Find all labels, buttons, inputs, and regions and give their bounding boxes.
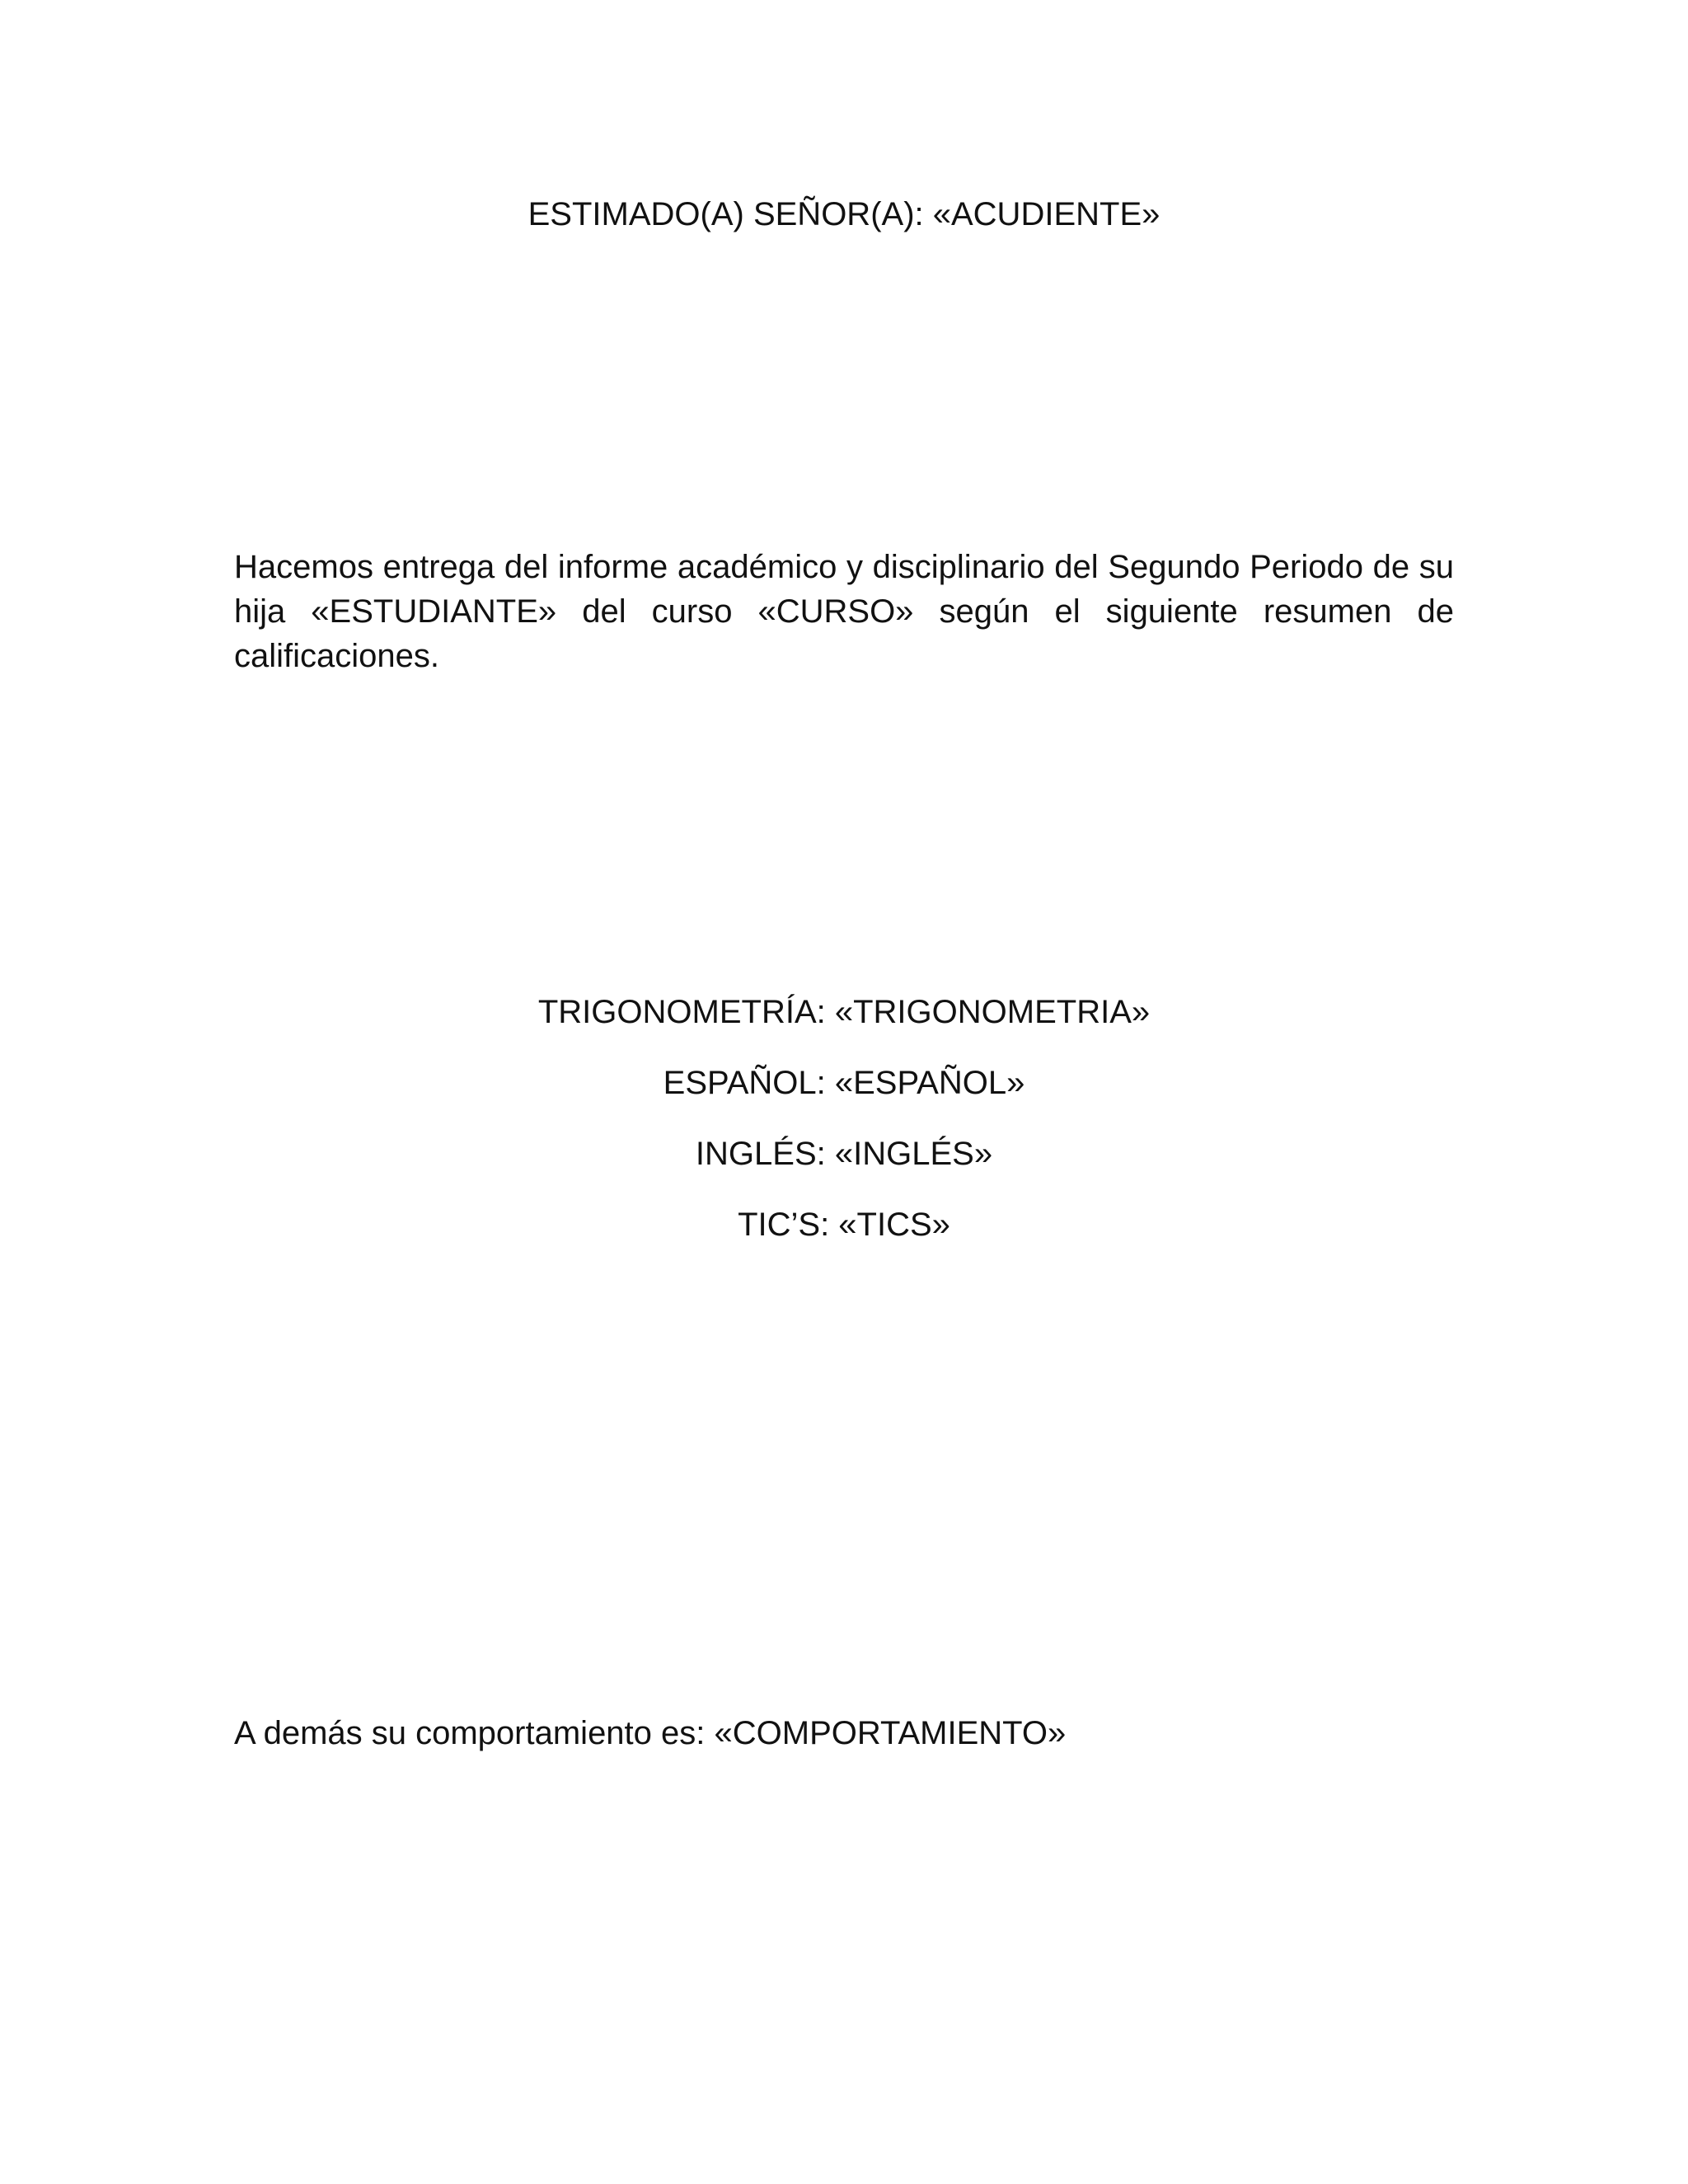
grade-ingles: INGLÉS: «INGLÉS» <box>695 1136 993 1172</box>
greeting-line: ESTIMADO(A) SEÑOR(A): «ACUDIENTE» <box>528 196 1160 232</box>
behavior-line: A demás su comportamiento es: «COMPORTAMIENTO» <box>234 1715 1067 1751</box>
intro-paragraph: Hacemos entrega del informe académico y disciplinario del Segundo Periodo de su hija «ESTUDIANTE» del curso «CURSO» según el siguiente resumen de calificaciones. <box>234 549 1454 674</box>
grades-summary <box>0 989 1688 1272</box>
grade-tics: TIC’S: «TICS» <box>738 1207 950 1243</box>
grade-espanol: ESPAÑOL: «ESPAÑOL» <box>663 1065 1025 1101</box>
grade-trigonometria: TRIGONOMETRÍA: «TRIGONOMETRIA» <box>537 994 1151 1030</box>
